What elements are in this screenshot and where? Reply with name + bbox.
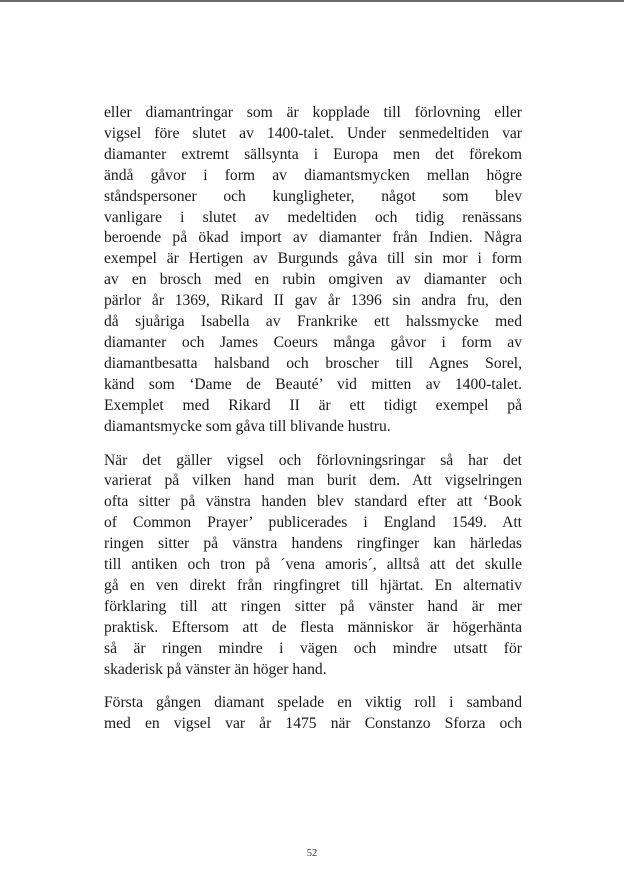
text-line: vigsel före slutet av 1400-talet. Under senmedeltiden var [104,124,522,142]
text-line: diamanter extremt sällsynta i Europa men det förekom [104,145,522,163]
text-line: varierat på vilken hand man burit dem. Att vigselringen [104,472,522,490]
page-number: 52 [306,848,318,859]
text-line: ofta sitter på vänstra handen blev standard efter att ‘Book [104,493,522,511]
text-line: förklaring till att ringen sitter på vänster hand är mer [104,597,522,615]
text-line: När det gäller vigsel och förlovningsringar så har det [104,451,522,469]
text-line: ringen sitter på vänstra handens ringfinger kan härledas [104,535,522,553]
text-line: Första gången diamant spelade en viktig roll i samband [104,694,522,712]
text-line: med en vigsel var år 1475 när Constanzo Sforza och [104,715,522,733]
text-line: till antiken och tron på ´vena amoris´, alltså att det skulle [104,556,522,574]
text-line: praktisk. Eftersom att de flesta människor är högerhänta [104,618,522,636]
body-text [104,103,522,735]
text-line: då sjuåriga Isabella av Frankrike ett halssmycke med [104,313,522,331]
text-line: så är ringen mindre i vägen och mindre utsatt för [104,639,522,657]
text-line: diamantbesatta halsband och broscher till Agnes Sorel, [104,354,522,372]
text-line: ståndspersoner och kungligheter, något som blev [104,187,522,205]
text-line: känd som ‘Dame de Beauté’ vid mitten av 1400-talet. [104,375,522,393]
text-line: Exemplet med Rikard II är ett tidigt exempel på [104,396,522,414]
text-line: exempel är Hertigen av Burgunds gåva till sin mor i form [104,250,522,268]
text-line: gå en ven direkt från ringfingret till hjärtat. En alternativ [104,576,522,594]
text-line: eller diamantringar som är kopplade till förlovning eller [104,104,522,121]
text-line: diamanter och James Coeurs många gåvor i form av [104,333,522,351]
text-line: vanligare i slutet av medeltiden och tidig renässans [104,208,522,226]
text-line: av en brosch med en rubin omgiven av diamanter och [104,271,522,289]
paragraph-3 [104,693,522,735]
text-line: pärlor år 1369, Rikard II gav år 1396 sin andra fru, den [104,292,522,310]
paragraph-1 [104,103,522,438]
text-line: skaderisk på vänster än höger hand. [104,660,327,678]
paragraph-2 [104,451,522,681]
text-line: beroende på ökad import av diamanter från Indien. Några [104,229,522,247]
text-line: diamantsmycke som gåva till blivande hustru. [104,417,391,435]
text-line: ändå gåvor i form av diamantsmycken mellan högre [104,166,522,184]
text-line: of Common Prayer’ publicerades i England 1549. Att [104,514,522,532]
top-border-line [0,0,624,2]
